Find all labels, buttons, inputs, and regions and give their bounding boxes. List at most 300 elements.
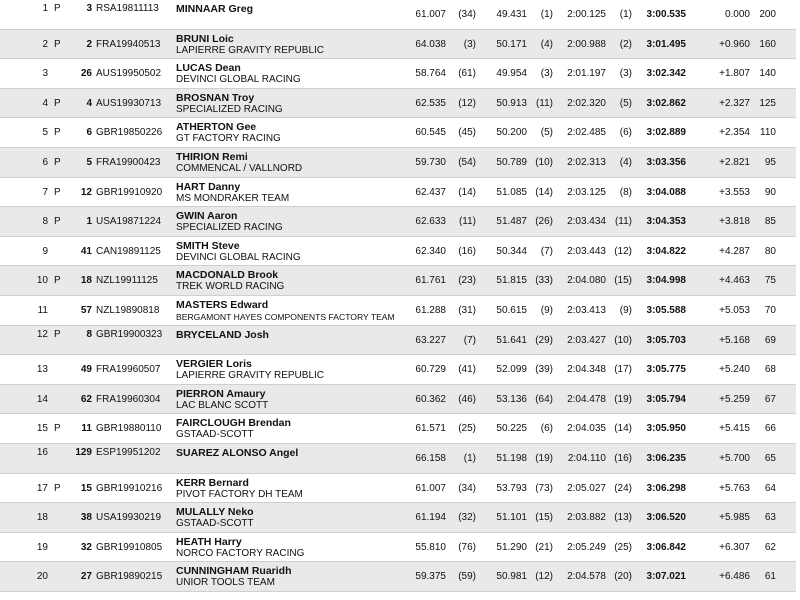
split1-rank: (61) xyxy=(458,68,476,80)
total-time: 3:06.842 xyxy=(646,541,686,553)
split2-rank: (12) xyxy=(535,571,553,583)
bib-number: 27 xyxy=(80,571,92,583)
team-name: LAC BLANC SCOTT xyxy=(176,399,269,411)
uci-id: AUS19930713 xyxy=(96,97,162,109)
split2-time: 50.615 xyxy=(496,305,527,316)
split1-rank: (1) xyxy=(463,453,476,464)
rider-name: MACDONALD Brook xyxy=(176,269,279,282)
team-name: BERGAMONT HAYES COMPONENTS FACTORY TEAM xyxy=(176,312,395,322)
bib-number: 5 xyxy=(86,157,92,168)
split3-rank: (20) xyxy=(614,571,632,583)
gap-time: +6.486 xyxy=(719,571,750,583)
uci-id: ESP19951202 xyxy=(96,447,161,458)
gap-time: +2.327 xyxy=(719,97,750,109)
points-value: 62 xyxy=(764,541,776,553)
split2-rank: (10) xyxy=(535,157,553,168)
gap-time: 0.000 xyxy=(724,9,750,20)
protected-flag: P xyxy=(54,38,61,50)
rider-name: KERR Bernard xyxy=(176,476,249,489)
split3-time: 2:00.988 xyxy=(567,38,606,50)
team-name: GSTAAD-SCOTT xyxy=(176,518,254,530)
team-name: COMMENCAL / VALLNORD xyxy=(176,163,303,174)
total-time: 3:05.775 xyxy=(646,364,686,376)
points-value: 65 xyxy=(764,453,776,464)
points-value: 90 xyxy=(764,186,776,198)
protected-flag: P xyxy=(54,423,61,435)
table-row xyxy=(0,533,796,563)
bib-number: 6 xyxy=(86,127,92,139)
split3-rank: (3) xyxy=(619,68,632,80)
points-value: 68 xyxy=(764,364,776,376)
rank-cell: 20 xyxy=(36,571,48,583)
split1-rank: (14) xyxy=(458,186,476,198)
rider-name: SMITH Steve xyxy=(176,239,240,252)
total-time: 3:02.889 xyxy=(646,127,686,139)
split3-rank: (2) xyxy=(619,38,632,50)
uci-id: FRA19960304 xyxy=(96,393,161,405)
split1-time: 60.545 xyxy=(415,127,446,139)
split1-time: 61.761 xyxy=(415,275,446,287)
split1-rank: (41) xyxy=(458,364,476,376)
team-name: DEVINCI GLOBAL RACING xyxy=(176,251,301,263)
split3-time: 2:03.434 xyxy=(567,216,606,228)
uci-id: GBR19900323 xyxy=(96,328,163,340)
gap-time: +5.240 xyxy=(719,364,750,376)
points-value: 200 xyxy=(759,9,776,20)
protected-flag: P xyxy=(54,216,61,228)
points-value: 140 xyxy=(759,68,776,80)
total-time: 3:00.535 xyxy=(646,9,686,20)
uci-id: USA19930219 xyxy=(96,512,162,524)
protected-flag: P xyxy=(54,97,61,109)
table-row xyxy=(0,266,796,296)
split1-rank: (23) xyxy=(458,275,476,287)
gap-time: +5.700 xyxy=(719,453,750,464)
rank-cell: 16 xyxy=(36,447,48,458)
split1-time: 66.158 xyxy=(415,453,446,464)
split3-rank: (11) xyxy=(614,216,632,228)
rider-name: HART Danny xyxy=(176,180,241,193)
gap-time: +5.168 xyxy=(719,334,750,346)
protected-flag: P xyxy=(54,3,61,14)
split3-time: 2:02.320 xyxy=(567,97,606,109)
gap-time: +3.818 xyxy=(719,216,750,228)
split3-time: 2:03.882 xyxy=(567,512,606,524)
split1-rank: (16) xyxy=(458,245,476,257)
rider-name: VERGIER Loris xyxy=(176,358,252,371)
rank-cell: 13 xyxy=(36,364,48,376)
protected-flag: P xyxy=(54,275,61,287)
team-name: GSTAAD-SCOTT xyxy=(176,429,254,441)
rank-cell: 19 xyxy=(36,541,48,553)
bib-number: 18 xyxy=(80,275,92,287)
table-row xyxy=(0,178,796,208)
rider-name: HEATH Harry xyxy=(176,535,242,548)
team-name: MS MONDRAKER TEAM xyxy=(176,192,290,204)
table-row xyxy=(0,444,796,474)
rider-name: PIERRON Amaury xyxy=(176,387,266,400)
table-row xyxy=(0,326,796,356)
split3-rank: (5) xyxy=(619,97,632,109)
table-row xyxy=(0,207,796,237)
rank-cell: 17 xyxy=(36,482,48,494)
uci-id: AUS19950502 xyxy=(96,68,162,80)
split1-rank: (31) xyxy=(458,305,476,316)
split3-time: 2:03.443 xyxy=(567,245,606,257)
team-name: LAPIERRE GRAVITY REPUBLIC xyxy=(176,44,325,56)
split2-time: 51.198 xyxy=(496,453,527,464)
rank-cell: 5 xyxy=(42,127,48,139)
total-time: 3:07.021 xyxy=(646,571,686,583)
points-value: 61 xyxy=(764,571,776,583)
rank-cell: 1 xyxy=(42,3,48,14)
team-name: GT FACTORY RACING xyxy=(176,133,281,145)
split1-rank: (3) xyxy=(463,38,476,50)
gap-time: +5.415 xyxy=(719,423,750,435)
split2-time: 49.954 xyxy=(496,68,527,80)
split3-time: 2:04.348 xyxy=(567,364,606,376)
split1-time: 59.730 xyxy=(415,157,446,168)
split2-rank: (7) xyxy=(540,245,553,257)
uci-id: NZL19911125 xyxy=(96,275,158,287)
split2-time: 50.200 xyxy=(496,127,527,139)
total-time: 3:04.353 xyxy=(646,216,686,228)
rider-name: THIRION Remi xyxy=(176,151,248,163)
split1-rank: (7) xyxy=(463,334,476,346)
split1-rank: (59) xyxy=(458,571,476,583)
rank-cell: 8 xyxy=(42,216,48,228)
split2-rank: (11) xyxy=(535,97,553,109)
split1-time: 61.571 xyxy=(415,423,446,435)
gap-time: +4.463 xyxy=(719,275,750,287)
table-row xyxy=(0,385,796,415)
points-value: 63 xyxy=(764,512,776,524)
split1-rank: (25) xyxy=(458,423,476,435)
rider-name: BRYCELAND Josh xyxy=(176,328,269,341)
bib-number: 62 xyxy=(80,393,92,405)
split1-time: 61.007 xyxy=(415,482,446,494)
split2-rank: (1) xyxy=(540,9,553,20)
table-row xyxy=(0,237,796,267)
uci-id: RSA19811113 xyxy=(96,3,159,14)
total-time: 3:06.298 xyxy=(646,482,686,494)
split1-time: 61.288 xyxy=(415,305,446,316)
split3-time: 2:03.427 xyxy=(567,334,606,346)
split3-rank: (14) xyxy=(614,423,632,435)
gap-time: +4.287 xyxy=(719,245,750,257)
points-value: 70 xyxy=(764,305,776,316)
rider-name: MINNAAR Greg xyxy=(176,3,254,15)
rank-cell: 10 xyxy=(36,275,48,287)
table-row xyxy=(0,89,796,119)
bib-number: 4 xyxy=(86,97,92,109)
split3-time: 2:05.027 xyxy=(567,482,606,494)
table-row xyxy=(0,296,796,326)
bib-number: 11 xyxy=(81,423,92,435)
split3-time: 2:04.110 xyxy=(567,453,606,464)
split3-rank: (16) xyxy=(614,453,632,464)
gap-time: +5.053 xyxy=(719,305,750,316)
split3-time: 2:03.413 xyxy=(567,305,606,316)
split2-time: 50.913 xyxy=(496,97,527,109)
uci-id: FRA19900423 xyxy=(96,157,161,168)
rider-name: LUCAS Dean xyxy=(176,62,241,75)
team-name: NORCO FACTORY RACING xyxy=(176,547,305,559)
total-time: 3:05.950 xyxy=(646,423,686,435)
rank-cell: 15 xyxy=(36,423,48,435)
split1-rank: (76) xyxy=(458,541,476,553)
split3-time: 2:04.478 xyxy=(567,393,606,405)
split2-rank: (3) xyxy=(540,68,553,80)
split3-rank: (10) xyxy=(614,334,632,346)
split2-time: 53.793 xyxy=(496,482,527,494)
split2-time: 51.085 xyxy=(496,186,527,198)
team-name: PIVOT FACTORY DH TEAM xyxy=(176,488,303,500)
split2-time: 51.815 xyxy=(496,275,527,287)
split1-time: 58.764 xyxy=(415,68,446,80)
split1-rank: (54) xyxy=(458,157,476,168)
table-row xyxy=(0,562,796,592)
split2-time: 50.981 xyxy=(496,571,527,583)
bib-number: 32 xyxy=(80,541,92,553)
uci-id: GBR19880110 xyxy=(96,423,162,435)
bib-number: 3 xyxy=(86,3,92,14)
split1-rank: (34) xyxy=(458,9,476,20)
split1-time: 64.038 xyxy=(415,38,446,50)
points-value: 125 xyxy=(759,97,776,109)
split2-time: 51.101 xyxy=(496,512,527,524)
total-time: 3:04.822 xyxy=(646,245,686,257)
table-row xyxy=(0,59,796,89)
split1-time: 62.437 xyxy=(415,186,446,198)
points-value: 95 xyxy=(764,157,776,168)
rank-cell: 11 xyxy=(37,305,48,316)
split3-time: 2:02.485 xyxy=(567,127,606,139)
points-value: 160 xyxy=(759,38,776,50)
bib-number: 49 xyxy=(80,364,92,376)
split2-rank: (29) xyxy=(535,334,553,346)
table-row xyxy=(0,0,796,30)
split3-rank: (17) xyxy=(614,364,632,376)
rank-cell: 7 xyxy=(42,186,48,198)
total-time: 3:05.703 xyxy=(646,334,686,346)
table-row xyxy=(0,503,796,533)
team-name: SPECIALIZED RACING xyxy=(176,222,283,234)
rider-name: SUAREZ ALONSO Angel xyxy=(176,447,299,459)
split2-rank: (33) xyxy=(535,275,553,287)
total-time: 3:05.794 xyxy=(646,393,686,405)
split2-time: 52.099 xyxy=(496,364,527,376)
split1-time: 62.340 xyxy=(415,245,446,257)
split2-time: 50.225 xyxy=(496,423,527,435)
split3-time: 2:01.197 xyxy=(567,68,606,80)
rider-name: FAIRCLOUGH Brendan xyxy=(176,417,291,430)
uci-id: GBR19910920 xyxy=(96,186,163,198)
split3-rank: (8) xyxy=(619,186,632,198)
split3-time: 2:05.249 xyxy=(567,541,606,553)
split1-rank: (45) xyxy=(458,127,476,139)
split1-rank: (11) xyxy=(458,216,476,228)
rank-cell: 18 xyxy=(36,512,48,524)
rank-cell: 3 xyxy=(42,68,48,80)
rank-cell: 12 xyxy=(36,328,48,340)
rank-cell: 6 xyxy=(42,157,48,168)
rank-cell: 2 xyxy=(42,38,48,50)
rider-name: BRUNI Loic xyxy=(176,32,234,45)
rider-name: GWIN Aaron xyxy=(176,210,238,223)
total-time: 3:02.342 xyxy=(646,68,686,80)
split3-rank: (25) xyxy=(614,541,632,553)
uci-id: USA19871224 xyxy=(96,216,162,228)
bib-number: 38 xyxy=(80,512,92,524)
rider-name: MULALLY Neko xyxy=(176,506,254,519)
gap-time: +5.259 xyxy=(719,393,750,405)
split3-time: 2:04.578 xyxy=(567,571,606,583)
split3-rank: (15) xyxy=(614,275,632,287)
split2-time: 50.789 xyxy=(496,157,527,168)
points-value: 110 xyxy=(760,127,776,139)
split1-time: 61.194 xyxy=(415,512,446,524)
protected-flag: P xyxy=(54,186,61,198)
total-time: 3:04.998 xyxy=(646,275,686,287)
bib-number: 26 xyxy=(80,68,92,80)
gap-time: +1.807 xyxy=(719,68,750,80)
bib-number: 1 xyxy=(86,216,92,228)
split3-time: 2:04.080 xyxy=(567,275,606,287)
team-name: LAPIERRE GRAVITY REPUBLIC xyxy=(176,370,325,382)
team-name: DEVINCI GLOBAL RACING xyxy=(176,74,301,86)
split1-time: 55.810 xyxy=(415,541,446,553)
split3-rank: (24) xyxy=(614,482,632,494)
split2-rank: (26) xyxy=(535,216,553,228)
split1-rank: (34) xyxy=(458,482,476,494)
gap-time: +5.985 xyxy=(719,512,750,524)
bib-number: 15 xyxy=(80,482,92,494)
split1-rank: (12) xyxy=(458,97,476,109)
total-time: 3:05.588 xyxy=(646,305,686,316)
gap-time: +2.354 xyxy=(719,127,750,139)
rider-name: BROSNAN Troy xyxy=(176,91,255,104)
split1-time: 61.007 xyxy=(415,9,446,20)
uci-id: GBR19890215 xyxy=(96,571,163,583)
rider-name: ATHERTON Gee xyxy=(176,121,257,134)
split2-rank: (15) xyxy=(535,512,553,524)
split3-rank: (9) xyxy=(619,305,632,316)
rider-name: MASTERS Edward xyxy=(176,299,269,311)
split3-time: 2:00.125 xyxy=(567,9,606,20)
team-name: TREK WORLD RACING xyxy=(176,281,285,293)
split2-rank: (4) xyxy=(540,38,553,50)
split2-rank: (6) xyxy=(540,423,553,435)
gap-time: +0.960 xyxy=(719,38,750,50)
split3-time: 2:04.035 xyxy=(567,423,606,435)
split2-time: 50.344 xyxy=(496,245,527,257)
uci-id: CAN19891125 xyxy=(96,245,161,257)
split3-rank: (4) xyxy=(619,157,632,168)
split2-rank: (5) xyxy=(540,127,553,139)
split3-rank: (12) xyxy=(614,245,632,257)
split2-time: 51.290 xyxy=(496,541,527,553)
rank-cell: 9 xyxy=(42,245,48,257)
split1-rank: (32) xyxy=(458,512,476,524)
rank-cell: 14 xyxy=(36,393,48,405)
split2-time: 50.171 xyxy=(496,38,527,50)
points-value: 80 xyxy=(764,245,776,257)
split1-time: 59.375 xyxy=(415,571,446,583)
total-time: 3:04.088 xyxy=(646,186,686,198)
bib-number: 8 xyxy=(86,328,92,340)
split2-rank: (73) xyxy=(535,482,553,494)
points-value: 75 xyxy=(764,275,776,287)
total-time: 3:03.356 xyxy=(646,157,686,168)
split2-rank: (21) xyxy=(535,541,553,553)
total-time: 3:02.862 xyxy=(646,97,686,109)
team-name: SPECIALIZED RACING xyxy=(176,103,283,115)
table-row xyxy=(0,355,796,385)
protected-flag: P xyxy=(54,482,61,494)
points-value: 67 xyxy=(764,393,776,405)
split2-time: 49.431 xyxy=(496,9,527,20)
split3-time: 2:03.125 xyxy=(567,186,606,198)
split2-time: 51.641 xyxy=(496,334,527,346)
protected-flag: P xyxy=(54,127,61,139)
protected-flag: P xyxy=(54,328,61,340)
split3-rank: (6) xyxy=(619,127,632,139)
gap-time: +2.821 xyxy=(719,157,750,168)
split1-time: 60.362 xyxy=(415,393,446,405)
uci-id: NZL19890818 xyxy=(96,305,160,316)
bib-number: 12 xyxy=(80,186,92,198)
split2-rank: (64) xyxy=(535,393,553,405)
split2-rank: (39) xyxy=(535,364,553,376)
split1-time: 60.729 xyxy=(415,364,446,376)
split1-rank: (46) xyxy=(458,393,476,405)
split2-time: 51.487 xyxy=(496,216,527,228)
points-value: 66 xyxy=(764,423,776,435)
split1-time: 63.227 xyxy=(415,334,446,346)
split2-rank: (14) xyxy=(535,186,553,198)
total-time: 3:01.495 xyxy=(646,38,686,50)
bib-number: 2 xyxy=(86,38,92,50)
table-row xyxy=(0,118,796,148)
rider-name: CUNNINGHAM Ruaridh xyxy=(176,565,292,578)
table-row xyxy=(0,414,796,444)
uci-id: GBR19910216 xyxy=(96,482,163,494)
points-value: 69 xyxy=(764,334,776,346)
protected-flag: P xyxy=(54,157,61,168)
bib-number: 41 xyxy=(80,245,92,257)
table-row xyxy=(0,474,796,504)
split2-rank: (9) xyxy=(540,305,553,316)
split2-rank: (19) xyxy=(535,453,553,464)
rank-cell: 4 xyxy=(42,97,48,109)
bib-number: 57 xyxy=(80,305,92,316)
split3-rank: (19) xyxy=(614,393,632,405)
uci-id: GBR19910805 xyxy=(96,541,163,553)
total-time: 3:06.235 xyxy=(646,453,686,464)
split2-time: 53.136 xyxy=(496,393,527,405)
points-value: 64 xyxy=(764,482,776,494)
uci-id: FRA19960507 xyxy=(96,364,161,376)
table-row xyxy=(0,30,796,60)
split1-time: 62.535 xyxy=(415,97,446,109)
split3-rank: (1) xyxy=(619,9,632,20)
uci-id: GBR19850226 xyxy=(96,127,163,139)
gap-time: +3.553 xyxy=(719,186,750,198)
uci-id: FRA19940513 xyxy=(96,38,161,50)
bib-number: 129 xyxy=(75,447,92,458)
split3-time: 2:02.313 xyxy=(567,157,606,168)
